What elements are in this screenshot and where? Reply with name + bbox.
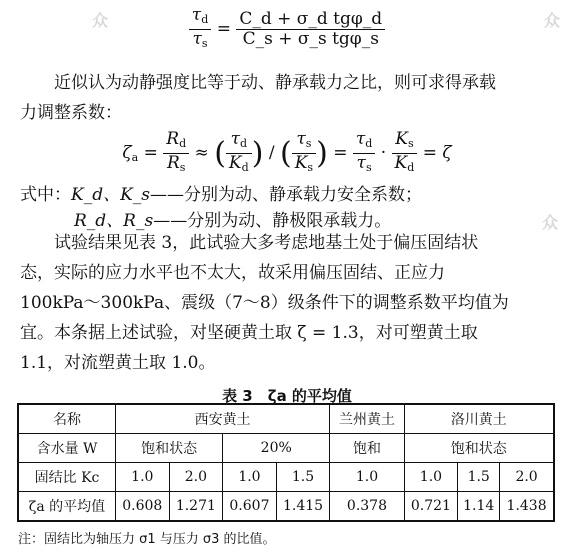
table-row: 固结比 Kc 1.0 2.0 1.0 1.5 1.0 1.0 1.5 2.0: [18, 463, 554, 492]
paragraph-intro: 近似认为动静强度比等于动、静承载力之比，则可求得承载 力调整系数：: [20, 73, 496, 123]
results-table: [17, 403, 555, 522]
watermark-mark: 众: [92, 11, 109, 30]
watermark-mark: 众: [544, 11, 561, 30]
notes-line-1: 式中：K_d、K_s——分别为动、静承载力安全系数；: [20, 185, 423, 205]
watermark-mark: 众: [542, 213, 559, 232]
paragraph-results: 试验结果见表 3，此试验大多考虑地基土处于偏压固结状 态，实际的应力水平也不太大，故采用偏压固结、正应力 100kPa～300kPa、震级（7～8）级条件下的调整系数平均值为 宜。本条据上述试验，对坚硬黄土取 ζ = 1.3，对可塑黄土取 1.1，对流塑黄土取 1.0。: [20, 233, 509, 373]
notes-line-2: R_d、R_s——分别为动、静极限承载力。: [74, 211, 392, 231]
table-caption: 表 3 ζa 的平均值: [222, 387, 352, 405]
table-row: 含水量 W 饱和状态 20% 饱和 饱和状态: [18, 434, 554, 463]
table-row: ζa 的平均值 0.608 1.271 0.607 1.415 0.378 0.721 1.14 1.438: [18, 492, 554, 522]
table-row: 名称 西安黄土 兰州黄土 洛川黄土: [18, 404, 554, 434]
formula-adjustment: $\zeta_a$ = $\frac{R_d}{R_s}$ ≈ ( $\frac{\tau_d}{K_d}$ ) / ( $\frac{\tau_s}{K_s}$ ) = $\frac{\tau_d}{\tau_s}$ · $\frac{K_s}{K_d}$ = ζ: [122, 129, 452, 174]
table-footnote: 注：固结比为轴压力 σ1 与压力 σ3 的比值。: [18, 532, 276, 547]
formula-ratio: $\frac{\tau_d}{\tau_s}$ = $\frac{\text{C\_d + σ\_d tgφ\_d}}{\text{C\_s + σ\_s tgφ\_s}}$: [0, 6, 574, 53]
